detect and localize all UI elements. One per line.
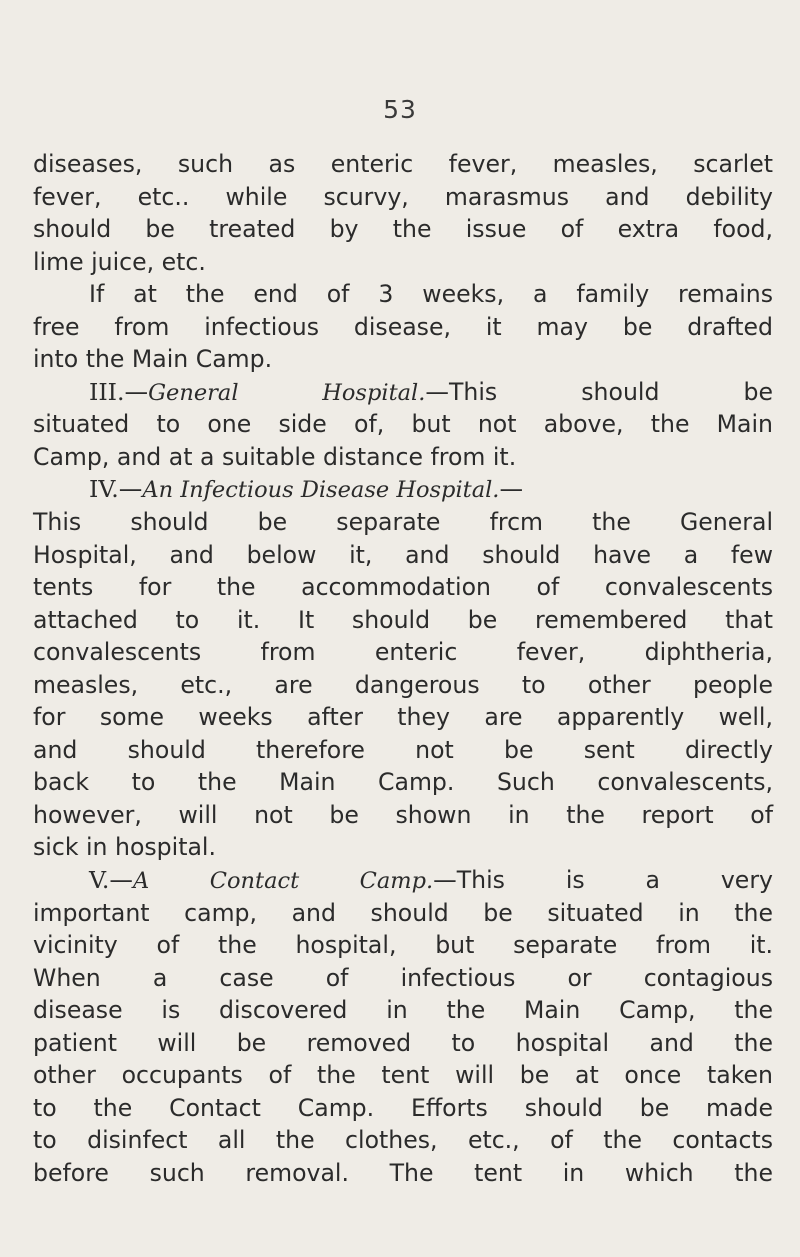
text-line: fever, etc.. while scurvy, marasmus and debility xyxy=(33,182,773,211)
text-line: other occupants of the tent will be at once taken xyxy=(33,1061,773,1090)
section-dash: — xyxy=(109,866,134,895)
section-numeral: V. xyxy=(89,866,110,895)
text-line: vicinity of the hospital, but separate from it. xyxy=(33,931,773,960)
section-dash: — xyxy=(124,377,149,406)
section-heading: A Contact Camp. xyxy=(133,868,434,895)
text-line: lime juice, etc. xyxy=(33,247,206,276)
section-heading: General Hospital. xyxy=(148,379,426,406)
text-line: disease is discovered in the Main Camp, the xyxy=(33,996,773,1025)
text-line: however, will not be shown in the report of xyxy=(33,800,773,829)
section-text: —This should be xyxy=(425,377,773,406)
text-line: attached to it. It should be remembered that xyxy=(33,605,773,634)
text-line: convalescents from enteric fever, diphtheria, xyxy=(33,638,773,667)
text-line: before such removal. The tent in which the xyxy=(33,1158,773,1187)
text-line: sick in hospital. xyxy=(33,833,216,862)
section-numeral: III. xyxy=(89,377,125,406)
text-line: If at the end of 3 weeks, a family remains xyxy=(89,280,773,309)
text-line: back to the Main Camp. Such convalescents, xyxy=(33,768,773,797)
text-line: for some weeks after they are apparently well, xyxy=(33,703,773,732)
text-line: free from infectious disease, it may be drafted xyxy=(33,312,773,341)
text-line: to the Contact Camp. Efforts should be made xyxy=(33,1093,773,1122)
section-iii-heading-line xyxy=(33,376,773,409)
text-line: and should therefore not be sent directly xyxy=(33,735,773,764)
text-line: into the Main Camp. xyxy=(33,345,273,374)
text-line: diseases, such as enteric fever, measles, scarlet xyxy=(33,150,773,178)
section-text: — xyxy=(499,475,524,504)
text-line: Camp, and at a suitable distance from it. xyxy=(33,442,517,471)
text-line: Hospital, and below it, and should have a few xyxy=(33,540,773,569)
section-dash: — xyxy=(118,475,143,504)
text-line: When a case of infectious or contagious xyxy=(33,963,773,992)
text-line: tents for the accommodation of convalescents xyxy=(33,573,773,602)
text-line: to disinfect all the clothes, etc., of the contacts xyxy=(33,1126,773,1155)
section-v-heading-line xyxy=(33,864,773,897)
text-line: This should be separate frcm the General xyxy=(33,508,773,537)
text-line: patient will be removed to hospital and the xyxy=(33,1028,773,1057)
text-line: situated to one side of, but not above, the Main xyxy=(33,410,773,439)
body-text xyxy=(33,148,773,1190)
text-line: should be treated by the issue of extra food, xyxy=(33,215,773,244)
page-number: 53 xyxy=(383,95,417,124)
section-heading: An Infectious Disease Hospital. xyxy=(142,477,500,504)
section-iv-heading-line xyxy=(33,473,773,506)
section-numeral: IV. xyxy=(89,475,119,504)
text-line: measles, etc., are dangerous to other people xyxy=(33,670,773,699)
section-text: —This is a very xyxy=(433,866,773,895)
text-line: important camp, and should be situated in the xyxy=(33,898,773,927)
